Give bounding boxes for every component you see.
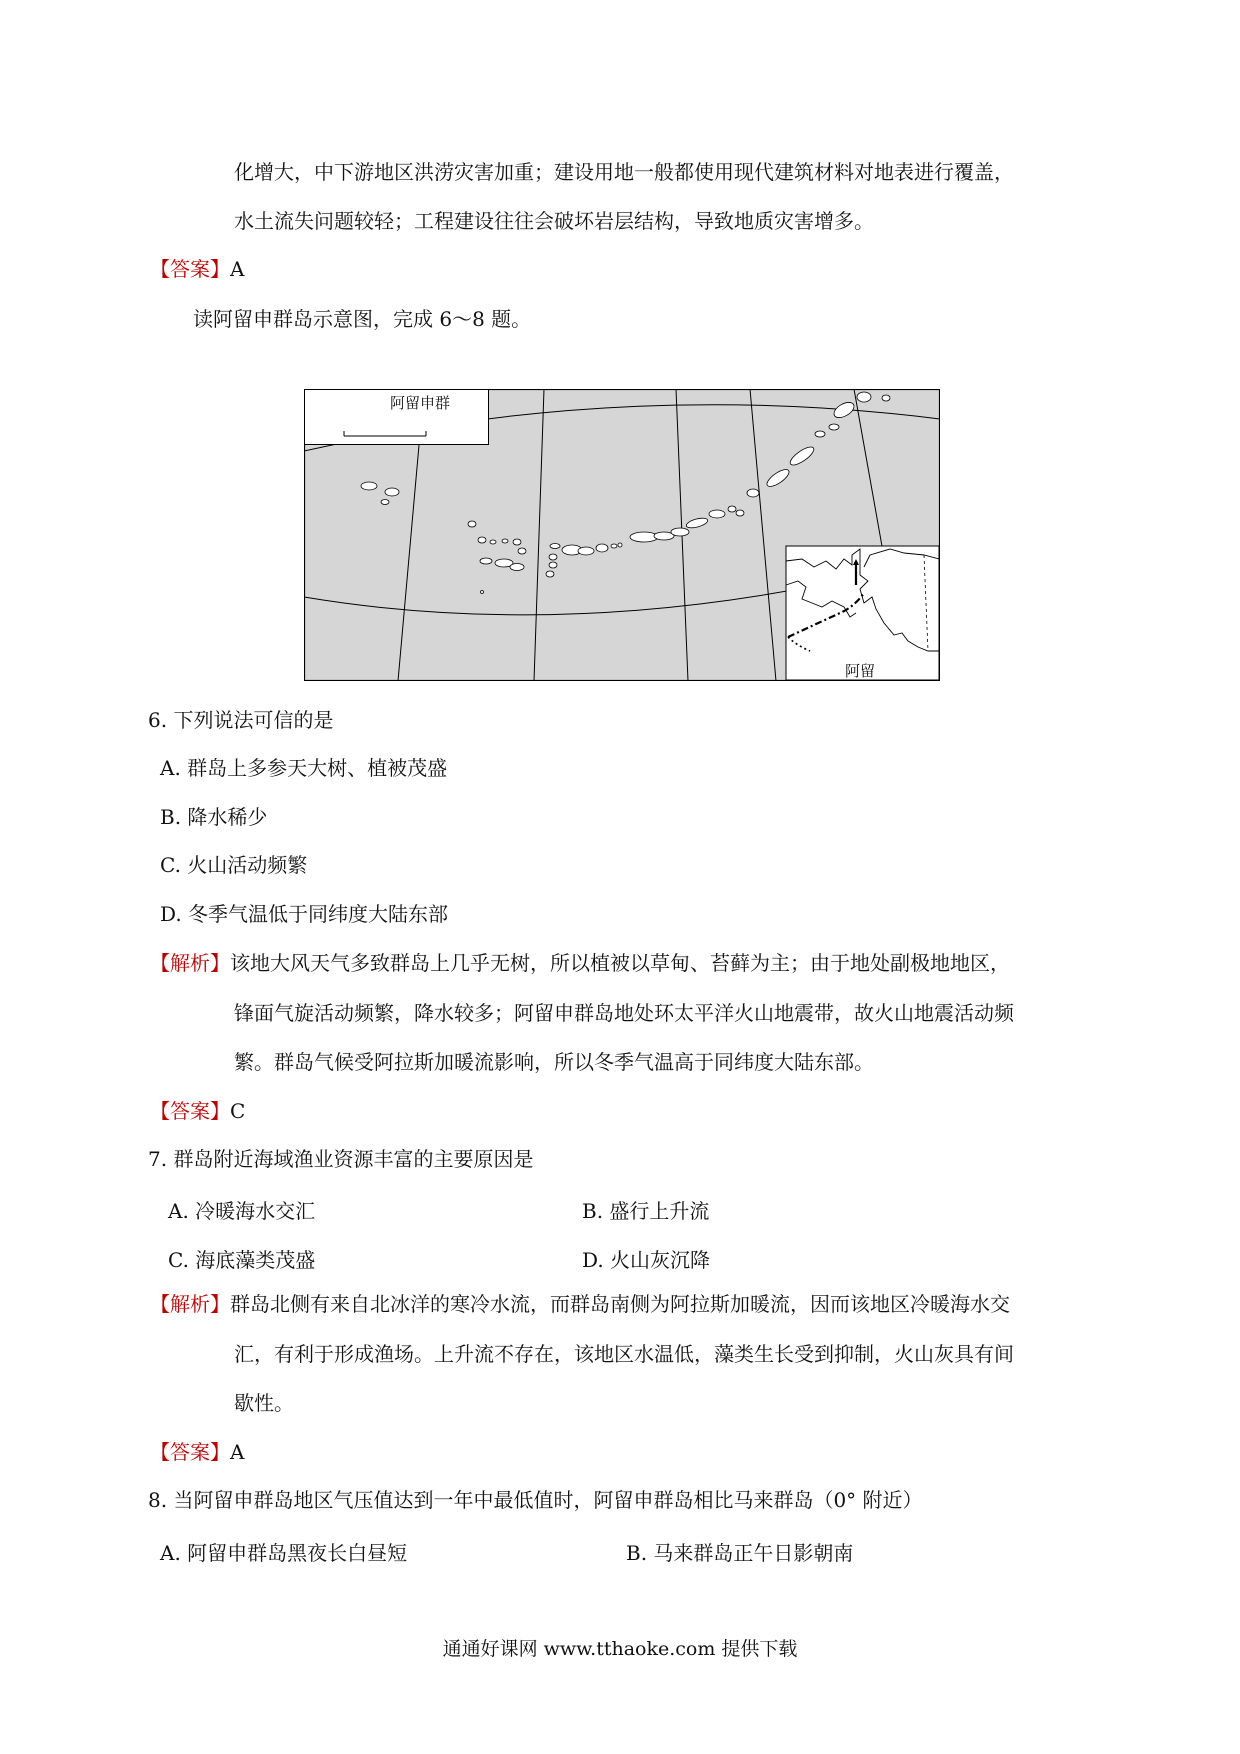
q7-option-b: B. 盛行上升流 bbox=[582, 1199, 710, 1223]
answer-7 bbox=[150, 1440, 244, 1464]
map-title: 阿留申群 bbox=[390, 394, 451, 412]
q6-stem: 6. 下列说法可信的是 bbox=[148, 708, 334, 732]
answer-label: 【答案】 bbox=[150, 1440, 230, 1464]
q6-option-c: C. 火山活动频繁 bbox=[160, 853, 308, 877]
q7-stem: 7. 群岛附近海域渔业资源丰富的主要原因是 bbox=[148, 1147, 534, 1171]
q7-analysis-1 bbox=[150, 1292, 1010, 1316]
answer-value: C bbox=[230, 1099, 246, 1123]
analysis-label: 【解析】 bbox=[150, 951, 230, 975]
q8-option-b: B. 马来群岛正午日影朝南 bbox=[626, 1541, 854, 1565]
answer-6 bbox=[150, 1099, 245, 1123]
map-intro: 读阿留申群岛示意图，完成 6～8 题。 bbox=[193, 307, 532, 331]
q6-option-b: B. 降水稀少 bbox=[160, 805, 268, 829]
q6-analysis-text-1: 该地大风天气多致群岛上几乎无树，所以植被以草甸、苔藓为主；由于地处副极地地区， bbox=[230, 951, 1010, 975]
q7-option-c: C. 海底藻类茂盛 bbox=[168, 1248, 316, 1272]
q7-analysis-2: 汇，有利于形成渔场。上升流不存在，该地区水温低，藻类生长受到抑制，火山灰具有间 bbox=[234, 1342, 1014, 1366]
aleutian-map bbox=[304, 389, 940, 681]
q7-analysis-3: 歇性。 bbox=[234, 1391, 294, 1415]
q6-analysis-2: 锋面气旋活动频繁，降水较多；阿留申群岛地处环太平洋火山地震带，故火山地震活动频 bbox=[234, 1001, 1014, 1025]
answer-value: A bbox=[230, 257, 245, 281]
intro-line-2: 水土流失问题较轻；工程建设往往会破坏岩层结构，导致地质灾害增多。 bbox=[234, 209, 874, 233]
answer-label: 【答案】 bbox=[150, 257, 230, 281]
q7-analysis-text-1: 群岛北侧有来自北冰洋的寒冷水流，而群岛南侧为阿拉斯加暖流，因而该地区冷暖海水交 bbox=[230, 1292, 1010, 1316]
q6-option-d: D. 冬季气温低于同纬度大陆东部 bbox=[160, 902, 449, 926]
intro-line-1: 化增大，中下游地区洪涝灾害加重；建设用地一般都使用现代建筑材料对地表进行覆盖， bbox=[234, 160, 1014, 184]
answer-5 bbox=[150, 257, 244, 281]
answer-value: A bbox=[230, 1440, 245, 1464]
q6-analysis-1 bbox=[150, 951, 1010, 975]
q8-stem: 8. 当阿留申群岛地区气压值达到一年中最低值时，阿留申群岛相比马来群岛（0° 附近） bbox=[148, 1488, 923, 1512]
inset-label: 阿留 bbox=[845, 662, 876, 680]
inset-map bbox=[786, 546, 939, 680]
answer-label: 【答案】 bbox=[150, 1099, 230, 1123]
q7-option-d: D. 火山灰沉降 bbox=[582, 1248, 711, 1272]
analysis-label: 【解析】 bbox=[150, 1292, 230, 1316]
q8-option-a: A. 阿留申群岛黑夜长白昼短 bbox=[160, 1541, 408, 1565]
q7-option-a: A. 冷暖海水交汇 bbox=[168, 1199, 316, 1223]
q6-analysis-3: 繁。群岛气候受阿拉斯加暖流影响，所以冬季气温高于同纬度大陆东部。 bbox=[234, 1050, 874, 1074]
q6-option-a: A. 群岛上多参天大树、植被茂盛 bbox=[160, 756, 448, 780]
page-footer: 通通好课网 www.tthaoke.com 提供下载 bbox=[442, 1638, 798, 1660]
